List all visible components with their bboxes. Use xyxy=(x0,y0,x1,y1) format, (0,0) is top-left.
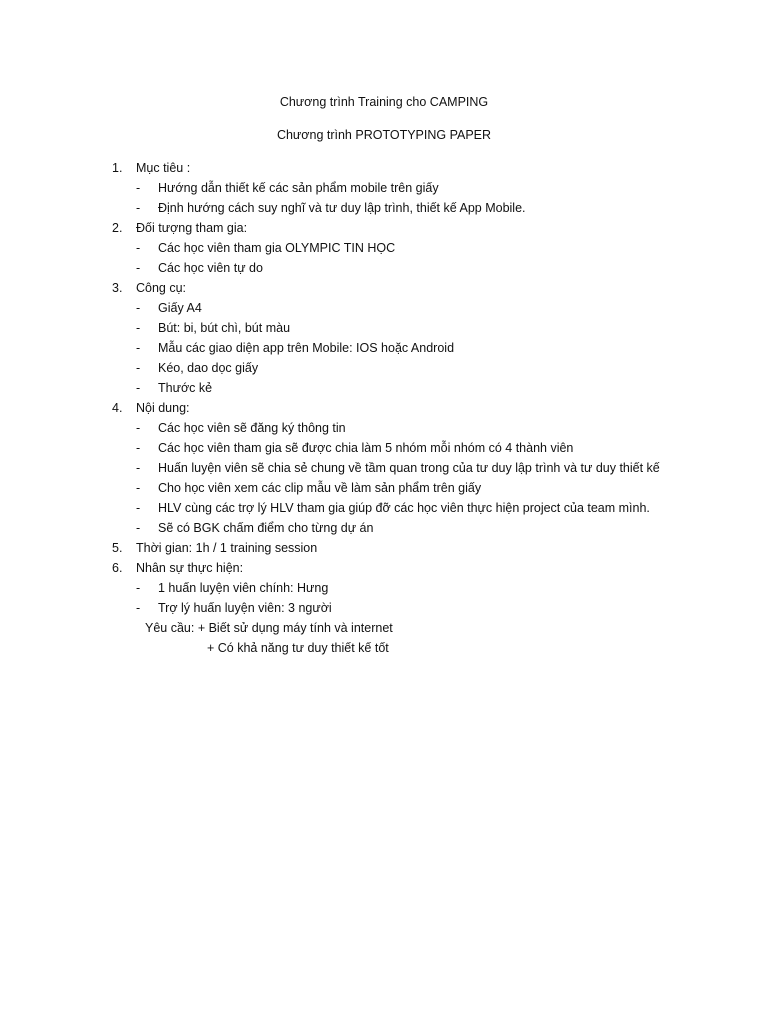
list-item-text: Giấy A4 xyxy=(158,301,202,315)
list-item-text: Cho học viên xem các clip mẫu về làm sản phẩm trên giấy xyxy=(158,481,482,495)
list-item xyxy=(0,438,768,458)
list-item-text: Các học viên tham gia sẽ được chia làm 5 nhóm mỗi nhóm có 4 thành viên xyxy=(158,441,574,455)
section-heading: Nội dung: xyxy=(136,401,190,415)
list-item xyxy=(0,478,768,498)
dash-bullet: - xyxy=(136,581,141,595)
list-item-text: Các học viên sẽ đăng ký thông tin xyxy=(158,421,346,435)
section-number: 6. xyxy=(112,561,123,575)
list-item-text: Các học viên tham gia OLYMPIC TIN HỌC xyxy=(158,241,396,255)
dash-bullet: - xyxy=(136,201,141,215)
list-item xyxy=(0,498,768,518)
list-item xyxy=(0,258,768,278)
list-item xyxy=(0,578,768,598)
list-item-text: Bút: bi, bút chì, bút màu xyxy=(158,321,291,335)
dash-bullet: - xyxy=(136,301,141,315)
section-heading: Công cụ: xyxy=(136,281,187,295)
dash-bullet: - xyxy=(136,321,141,335)
document-subtitle: Chương trình PROTOTYPING PAPER xyxy=(276,128,492,142)
dash-bullet: - xyxy=(136,521,141,535)
section-heading: Nhân sự thực hiện: xyxy=(136,561,244,575)
dash-bullet: - xyxy=(136,241,141,255)
dash-bullet: - xyxy=(136,381,141,395)
document-title: Chương trình Training cho CAMPING xyxy=(279,95,489,109)
section-number: 2. xyxy=(112,221,123,235)
list-item-text: Kéo, dao dọc giấy xyxy=(158,361,259,375)
list-item-text: Định hướng cách suy nghĩ và tư duy lập trình, thiết kế App Mobile. xyxy=(158,201,526,215)
list-item xyxy=(0,338,768,358)
section-staff xyxy=(0,558,768,658)
requirement-line xyxy=(0,618,768,638)
list-item-text: Sẽ có BGK chấm điểm cho từng dự án xyxy=(158,521,374,535)
requirement-line xyxy=(0,638,768,658)
requirement-text: Yêu cầu: + Biết sử dụng máy tính và internet xyxy=(145,621,393,635)
list-item xyxy=(0,178,768,198)
list-item-text: Hướng dẫn thiết kế các sản phẩm mobile trên giấy xyxy=(158,181,439,195)
section-participants xyxy=(0,218,768,278)
dash-bullet: - xyxy=(136,341,141,355)
section-heading: Đối tượng tham gia: xyxy=(136,221,248,235)
list-item xyxy=(0,518,768,538)
dash-bullet: - xyxy=(136,181,141,195)
list-item-text: HLV cùng các trợ lý HLV tham gia giúp đỡ các học viên thực hiện project của team mình. xyxy=(158,501,650,515)
list-item-text: Huấn luyện viên sẽ chia sẻ chung về tầm quan trong của tư duy lập trình và tư duy thiết kế xyxy=(158,461,660,475)
dash-bullet: - xyxy=(136,601,141,615)
dash-bullet: - xyxy=(136,461,141,475)
section-tools xyxy=(0,278,768,398)
list-item-text: 1 huấn luyện viên chính: Hưng xyxy=(158,581,329,595)
list-item xyxy=(0,418,768,438)
section-number: 1. xyxy=(112,161,123,175)
list-item xyxy=(0,238,768,258)
section-heading-row xyxy=(0,218,768,238)
numbered-list xyxy=(0,158,768,658)
list-item-text: Các học viên tự do xyxy=(158,261,263,275)
dash-bullet: - xyxy=(136,361,141,375)
dash-bullet: - xyxy=(136,501,141,515)
section-heading-row xyxy=(0,278,768,298)
section-number: 4. xyxy=(112,401,123,415)
list-item-text: Trợ lý huấn luyện viên: 3 người xyxy=(158,601,332,615)
list-item xyxy=(0,198,768,218)
list-item-text: Thước kẻ xyxy=(158,381,213,395)
section-heading: Mục tiêu : xyxy=(136,161,191,175)
list-item-text: Mẫu các giao diện app trên Mobile: IOS hoặc Android xyxy=(158,341,455,355)
section-number: 3. xyxy=(112,281,123,295)
list-item xyxy=(0,298,768,318)
section-heading: Thời gian: 1h / 1 training session xyxy=(136,541,318,555)
list-item xyxy=(0,598,768,618)
dash-bullet: - xyxy=(136,421,141,435)
section-number: 5. xyxy=(112,541,123,555)
dash-bullet: - xyxy=(136,481,141,495)
section-heading-row xyxy=(0,558,768,578)
section-content xyxy=(0,398,768,538)
requirement-text: + Có khả năng tư duy thiết kế tốt xyxy=(207,641,389,655)
dash-bullet: - xyxy=(136,441,141,455)
section-time xyxy=(0,538,768,558)
list-item xyxy=(0,378,768,398)
list-item xyxy=(0,458,768,478)
section-heading-row xyxy=(0,538,768,558)
section-objectives xyxy=(0,158,768,218)
list-item xyxy=(0,318,768,338)
section-heading-row xyxy=(0,158,768,178)
section-heading-row xyxy=(0,398,768,418)
list-item xyxy=(0,358,768,378)
dash-bullet: - xyxy=(136,261,141,275)
